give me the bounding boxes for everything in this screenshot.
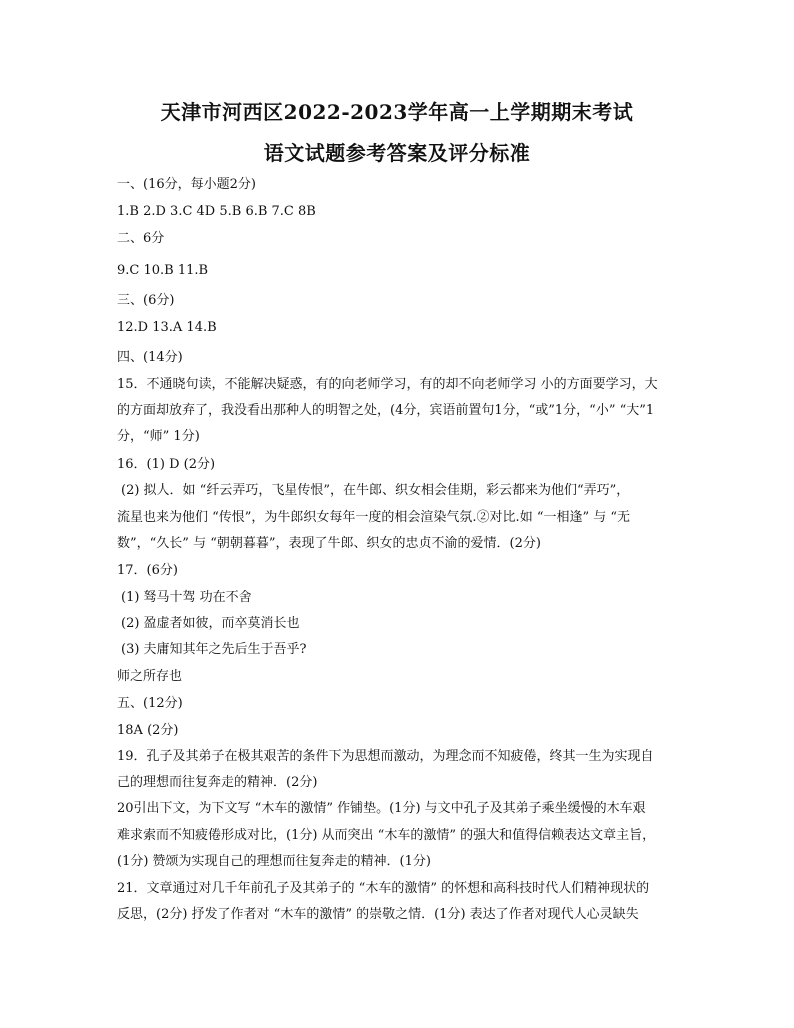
section-heading: 三、(6分)	[117, 293, 175, 308]
answer-paragraph-line: (1分) 赞颂为实现自己的理想而往复奔走的精神．(1分)	[117, 854, 431, 869]
section-heading: 二、6分	[117, 231, 165, 246]
answer-paragraph-line: 己的理想而往复奔走的精神．(2分)	[117, 775, 318, 790]
doc-subtitle: 语文试题参考答案及评分标准	[263, 141, 531, 165]
answer-paragraph-line: 21．文章通过对几千年前孔子及其弟子的 “木车的激情” 的怀想和高科技时代人们精神现状的	[117, 881, 650, 896]
answer-paragraph-line: 反思，(2分) 抒发了作者对 “木车的激情” 的崇敬之情．(1分) 表达了作者对现代人心灵缺失	[117, 907, 639, 922]
answer-paragraph-line: 分，“师” 1分)	[117, 429, 200, 444]
answer-line: (1) 驽马十驾 功在不舍	[121, 590, 252, 605]
answer-paragraph-line: 难求索而不知疲倦形成对比，(1分) 从而突出 “木车的激情” 的强大和值得信赖表达文章主旨，	[117, 828, 656, 843]
section-heading: 四、(14分)	[117, 350, 183, 365]
doc-title: 天津市河西区2022-2023学年高一上学期期末考试	[160, 100, 634, 124]
answer-paragraph-line: 数”，“久长” 与 “朝朝暮暮”，表现了牛郎、织女的忠贞不渝的爱情．(2分)	[117, 536, 541, 551]
answer-line: 12.D 13.A 14.B	[117, 320, 217, 335]
answer-paragraph-line: 流星也来为他们 “传恨”，为牛郎织女每年一度的相会渲染气氛.②对比.如 “一相逢” 与 “无	[117, 510, 631, 525]
answer-paragraph-line: 的方面却放弃了，我没看出那种人的明智之处，(4分，宾语前置句1分，“或”1分，“小” “大”1	[117, 403, 655, 418]
answer-line: 18A (2分)	[117, 723, 179, 738]
answer-paragraph-line: 15．不通晓句读，不能解决疑惑，有的向老师学习，有的却不向老师学习 小的方面要学习，大	[117, 377, 658, 392]
answer-paragraph-line: 19．孔子及其弟子在极其艰苦的条件下为思想而激动，为理念而不知疲倦，终其一生为实现自	[117, 749, 654, 764]
answer-line: 1.B 2.D 3.C 4D 5.B 6.B 7.C 8B	[117, 204, 316, 219]
answer-line: 16．(1) D (2分)	[117, 457, 216, 472]
section-heading: 五、(12分)	[117, 696, 183, 711]
answer-line: (2) 盈虚者如彼，而卒莫消长也	[121, 616, 300, 631]
answer-line: (3) 夫庸知其年之先后生于吾乎?	[121, 642, 307, 657]
answer-line: 师之所存也	[117, 669, 183, 684]
answer-line: 9.C 10.B 11.B	[117, 263, 209, 278]
answer-paragraph-line: 20引出下文，为下文写 “木车的激情” 作铺垫。(1分) 与文中孔子及其弟子乘坐缓慢的木车艰	[117, 801, 646, 816]
section-heading: 17．(6分)	[117, 563, 178, 578]
answer-paragraph-line: (2) 拟人．如 “纤云弄巧，飞星传恨”，在牛郎、织女相会佳期，彩云都来为他们“弄巧”，	[121, 483, 630, 498]
section-heading: 一、(16分，每小题2分)	[117, 177, 256, 192]
